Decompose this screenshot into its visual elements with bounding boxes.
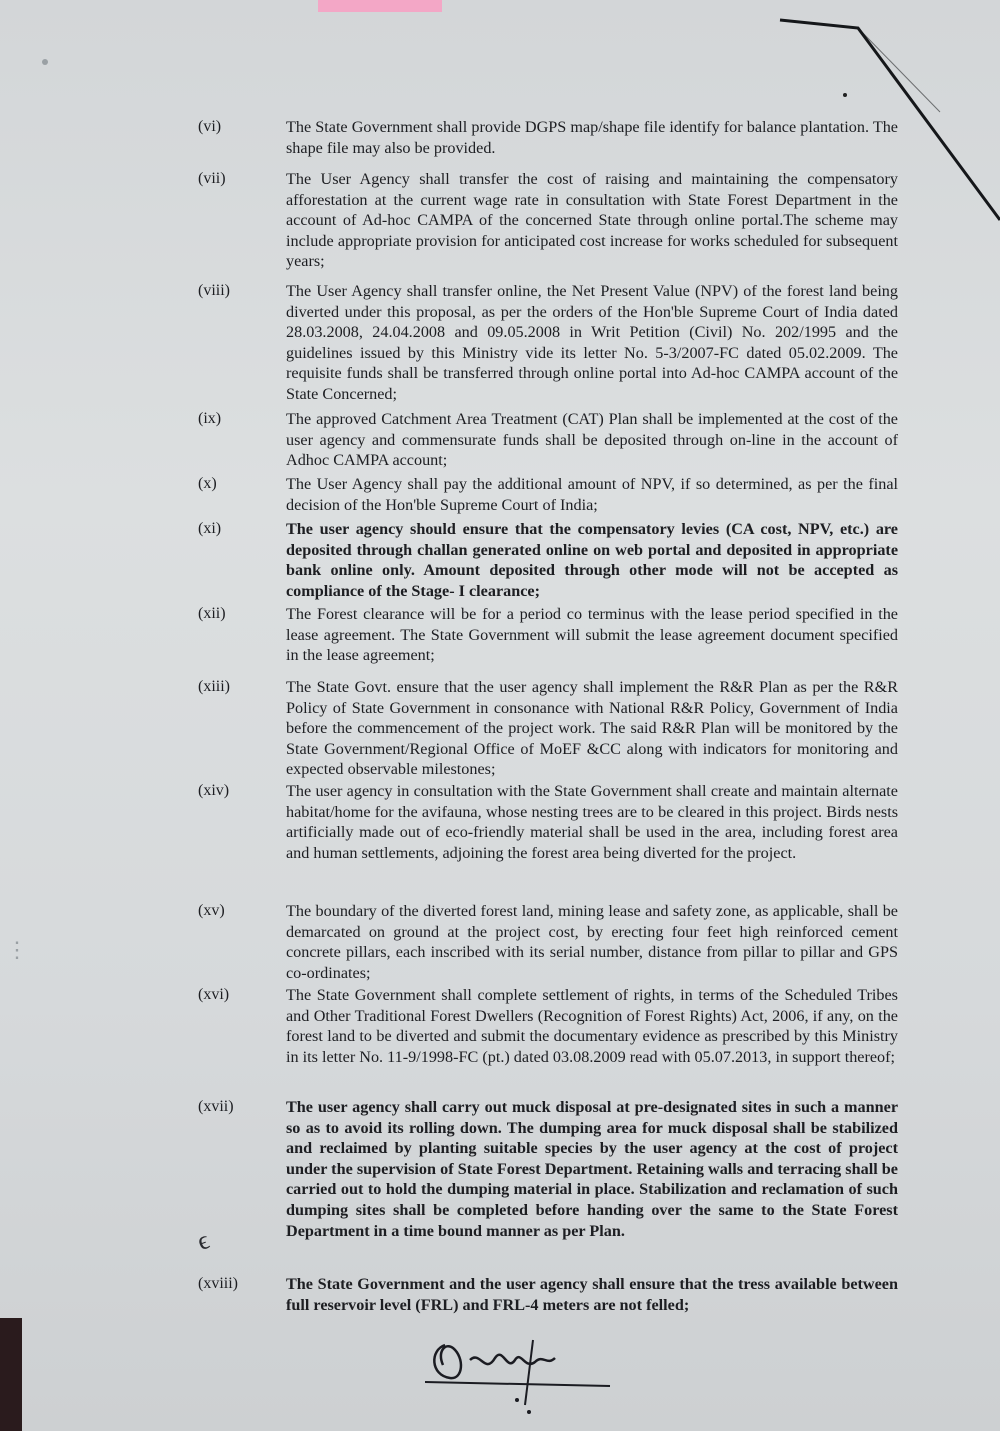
margin-handwritten-mark: ϵ (193, 1225, 214, 1256)
clause-xvi (198, 985, 898, 1067)
clause-text: The User Agency shall pay the additional amount of NPV, if so determined, as per the final decision of the Hon'ble Supreme Court of India; (286, 475, 898, 514)
punch-hole-mark: ⋮ (6, 937, 28, 962)
clause-text: The boundary of the diverted forest land, mining lease and safety zone, as applicable, shall be demarcated on ground at the project cost, by erecting four feet high reinforced cement concrete pillars, each inscribed with its serial number, distance from pillar to pillar and GPS co-ordinates; (286, 902, 898, 982)
clause-xvii (198, 1097, 898, 1241)
clause-text: The State Government shall complete settlement of rights, in terms of the Scheduled Tribes and Other Traditional Forest Dwellers (Recognition of Forest Rights) Act, 2006, if any, on the forest land to be diverted and submit the documentary evidence as prescribed by this Ministry in its letter No. 11-9/1998-FC (pt.) dated 03.08.2009 read with 05.07.2013, in support thereof; (286, 986, 898, 1066)
clause-number: (xii) (198, 605, 226, 622)
clause-number: (xiv) (198, 782, 230, 799)
clause-number: (xi) (198, 520, 222, 537)
clause-text: The user agency in consultation with the State Government shall create and maintain alternate habitat/home for the avifauna, whose nesting trees are to be cleared in this project. Birds nests artificially made out of eco-friendly material shall be used in the area, including forest area and human settlements, adjoining the forest area being diverted for the project. (286, 782, 898, 862)
clause-text: The State Government and the user agency shall ensure that the tress available between full reservoir level (FRL) and FRL-4 meters are not felled; (286, 1275, 898, 1314)
clause-vi (198, 117, 898, 158)
clause-number: (xvi) (198, 986, 230, 1003)
handwritten-signature (425, 1330, 625, 1420)
clause-number: (ix) (198, 410, 222, 427)
clause-text: The User Agency shall transfer the cost of raising and maintaining the compensatory afforestation at the current wage rate in consultation with State Forest Department in the account of Ad-hoc CAMPA of the concerned State through online portal.The scheme may include appropriate provision for anticipated cost increase for works scheduled for subsequent years; (286, 170, 898, 271)
clause-number: (xv) (198, 902, 225, 919)
clause-number: (xiii) (198, 678, 230, 695)
clause-text: The user agency shall carry out muck disposal at pre-designated sites in such a manner so as to avoid its rolling down. The dumping area for muck disposal shall be stabilized and reclaimed by planting suitable species by the user agency at the cost of project under the supervision of State Forest Department. Retaining walls and terracing shall be carried out to hold the dumping material in place. Stabilization and reclamation of such dumping sites shall be completed before handing over the same to the State Forest Department in a time bound manner as per Plan. (286, 1098, 898, 1240)
clause-ix (198, 409, 898, 471)
clause-viii (198, 281, 898, 405)
clause-number: (viii) (198, 282, 230, 299)
clause-text: The Forest clearance will be for a period co terminus with the lease period specified in the lease agreement. The State Government will submit the lease agreement document specified in the lease agreement; (286, 605, 898, 665)
clause-text: The State Govt. ensure that the user agency shall implement the R&R Plan as per the R&R Policy of State Government in consonance with National R&R Policy, Government of India before the commencement of the project work. The said R&R Plan will be monitored by the State Government/Regional Office of MoEF &CC along with indicators for monitoring and expected observable milestones; (286, 678, 898, 779)
clause-xi (198, 519, 898, 601)
binding-shadow (0, 1318, 22, 1431)
clause-xviii (198, 1274, 898, 1315)
clause-text: The User Agency shall transfer online, the Net Present Value (NPV) of the forest land being diverted under this proposal, as per the orders of the Hon'ble Supreme Court of India dated 28.03.2008, 24.04.2008 and 09.05.2008 in Writ Petition (Civil) No. 202/1995 and the guidelines issued by this Ministry vide its letter No. 5-3/2007-FC dated 05.02.2009. The requisite funds shall be transferred through online portal into Ad-hoc CAMPA account of the State Concerned; (286, 282, 898, 403)
clause-xv (198, 901, 898, 983)
clause-xiv (198, 781, 898, 863)
clause-number: (x) (198, 475, 217, 492)
clause-number: (vi) (198, 118, 222, 135)
clause-xiii (198, 677, 898, 780)
clause-number: (xviii) (198, 1275, 238, 1292)
clause-number: (xvii) (198, 1098, 234, 1115)
clause-number: (vii) (198, 170, 226, 187)
clause-text: The user agency should ensure that the compensatory levies (CA cost, NPV, etc.) are deposited through challan generated online on web portal and deposited in appropriate bank online only. Amount deposited through other mode will not be accepted as compliance of the Stage- I clearance; (286, 520, 898, 600)
clause-text: The State Government shall provide DGPS map/shape file identify for balance plantation. The shape file may also be provided. (286, 118, 898, 157)
clause-xii (198, 604, 898, 666)
clause-vii (198, 169, 898, 272)
clause-text: The approved Catchment Area Treatment (CAT) Plan shall be implemented at the cost of the user agency and commensurate funds shall be deposited through on-line in the account of Adhoc CAMPA account; (286, 410, 898, 470)
clause-x (198, 474, 898, 515)
